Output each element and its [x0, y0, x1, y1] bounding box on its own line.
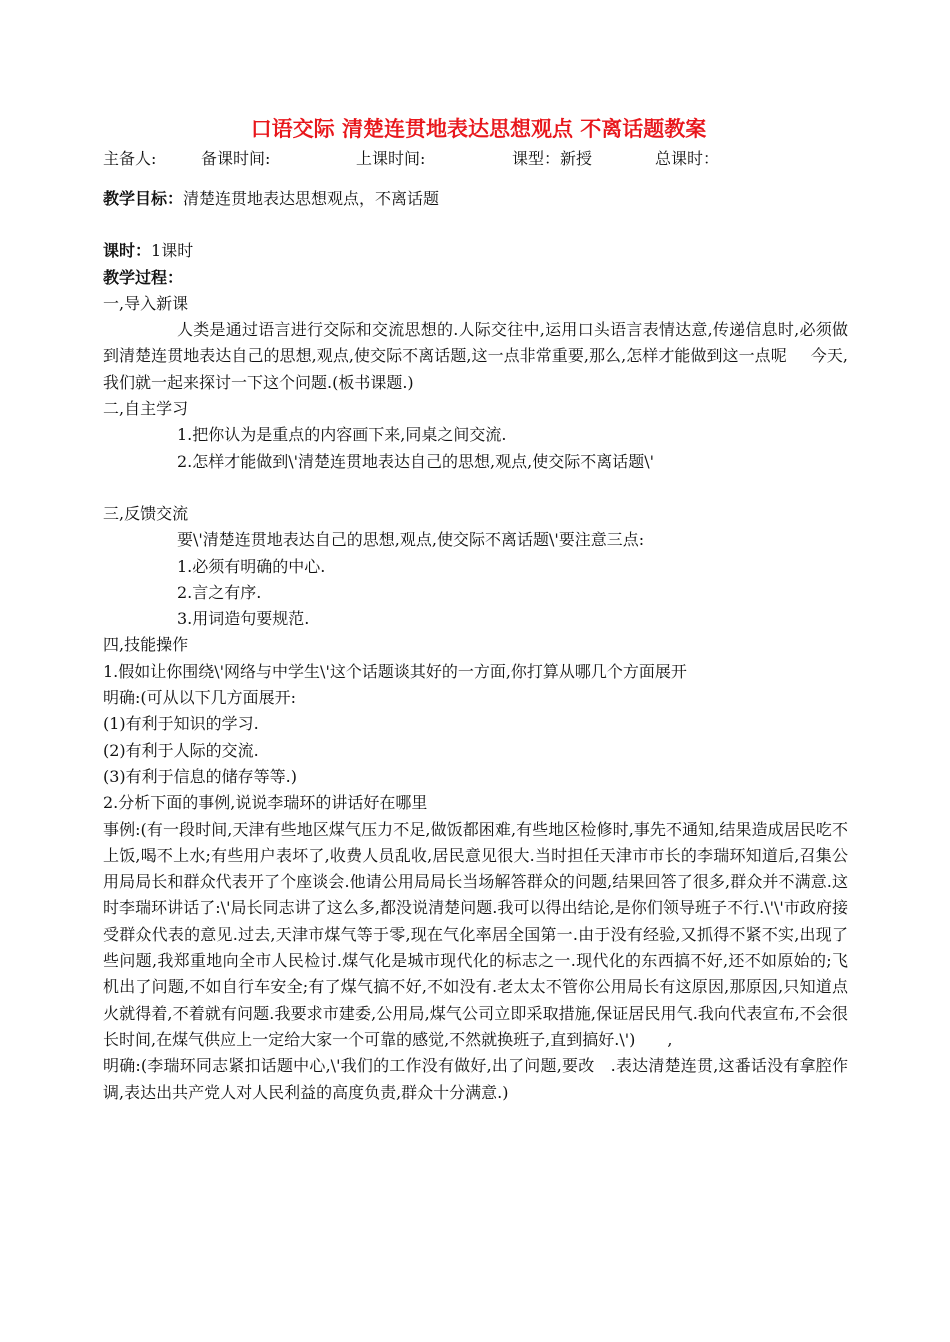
lesson-hours	[103, 238, 848, 264]
meta-lesson-type: 课型：新授	[512, 149, 593, 168]
section-4-answer-1-point-1: (1)有利于知识的学习.	[103, 714, 259, 734]
teaching-goal-label: 教学目标：	[103, 189, 184, 208]
section-4-case-paragraph: 事例:(有一段时间,天津有些地区煤气压力不足,做饭都困难,有些地区检修时,事先不通知,结果造成居民吃不上饭,喝不上水;有些用户表坏了,收费人员乱收,居民意见很大.当时担任天津市市长的李瑞环知道后,召集公用局局长和群众代表开了个座谈会.他请公用局局长当场解答群众的问题,结果回答了很多,群众并不满意.这时李瑞环讲话了:\'局长同志讲了这么多,都没说清楚问题.我可以得出结论,是你们领导班子不行.\'\'市政府接受群众代表的意见.过去,天津市煤气等于零,现在气化率居全国第一.由于没有经验,又抓得不紧不实,出现了些问题,我郑重地向全市人民检讨.煤气化是城市现代化的标志之一.现代化的东西搞不好,还不如原始的;飞机出了问题,不如自行车安全;有了煤气搞不好,不如没有.老太太不管你公用局长有这原因,那原因,只知道点火就得着,不着就有问题.我要求市建委,公用局,煤气公司立即采取措施,保证居民用气.我向代表宣布,不会很长时间,在煤气供应上一定给大家一个可靠的感觉,不然就换班子,直到搞好.\') ,	[103, 819, 848, 1049]
document-title: 口语交际 清楚连贯地表达思想观点 不离话题教案	[250, 117, 707, 141]
section-4-question-2: 2.分析下面的事例,说说李瑞环的讲话好在哪里	[103, 793, 428, 813]
section-1-paragraph-text: 人类是通过语言进行交际和交流思想的.人际交往中,运用口头语言表情达意,传递信息时,必须做到清楚连贯地表达自己的思想,观点,使交际不离话题,这一点非常重要,那么,怎样才能做到这一点呢	[103, 320, 848, 366]
section-4-answer-1-point-2: (2)有利于人际的交流.	[103, 740, 259, 760]
section-1-paragraph-tail: 今天,我们就一起来探讨一下这个问题.(板书课题.)	[103, 346, 848, 392]
meta-prep-time: 备课时间:	[201, 149, 271, 168]
lesson-meta-row	[103, 146, 848, 172]
section-4-question-1: 1.假如让你围绕\'网络与中学生\'这个话题谈其好的一方面,你打算从哪几个方面展开	[103, 661, 687, 681]
section-1-title: 一,导入新课	[103, 293, 189, 313]
lesson-hours-label: 课时：	[103, 241, 152, 261]
section-2-item-2: 2.怎样才能做到\'清楚连贯地表达自己的思想,观点,使交际不离话题\'	[177, 451, 655, 471]
section-3-title: 三,反馈交流	[103, 503, 189, 523]
teaching-process-label: 教学过程：	[103, 267, 184, 287]
section-3-item-2: 2.言之有序.	[177, 582, 262, 602]
teaching-goal	[103, 186, 848, 212]
section-3-intro: 要\'清楚连贯地表达自己的思想,观点,使交际不离话题\'要注意三点:	[177, 530, 645, 550]
section-3-item-1: 1.必须有明确的中心.	[177, 556, 326, 576]
meta-class-time: 上课时间:	[356, 149, 426, 168]
section-4-answer-1-point-3: (3)有利于信息的储存等等.)	[103, 766, 297, 786]
document-page	[103, 114, 848, 1106]
meta-host: 主备人:	[103, 149, 157, 168]
section-4-answer-2: 明确:(李瑞环同志紧扣话题中心,\'我们的工作没有做好,出了问题,要改 .表达清楚连贯,这番话没有拿腔作调,表达出共产党人对人民利益的高度负责,群众十分满意.)	[103, 1056, 848, 1102]
section-1-paragraph	[103, 317, 848, 396]
section-2-item-1: 1.把你认为是重点的内容画下来,同桌之间交流.	[177, 425, 507, 445]
section-3-item-3: 3.用词造句要规范.	[177, 609, 310, 629]
meta-total-hours: 总课时：	[655, 149, 720, 168]
section-2-title: 二,自主学习	[103, 399, 189, 419]
section-4-answer-1: 明确:(可从以下几方面展开:	[103, 688, 297, 708]
lesson-hours-text: 1课时	[151, 241, 194, 261]
section-4-title: 四,技能操作	[103, 635, 189, 655]
teaching-goal-text: 清楚连贯地表达思想观点，不离话题	[183, 189, 440, 208]
